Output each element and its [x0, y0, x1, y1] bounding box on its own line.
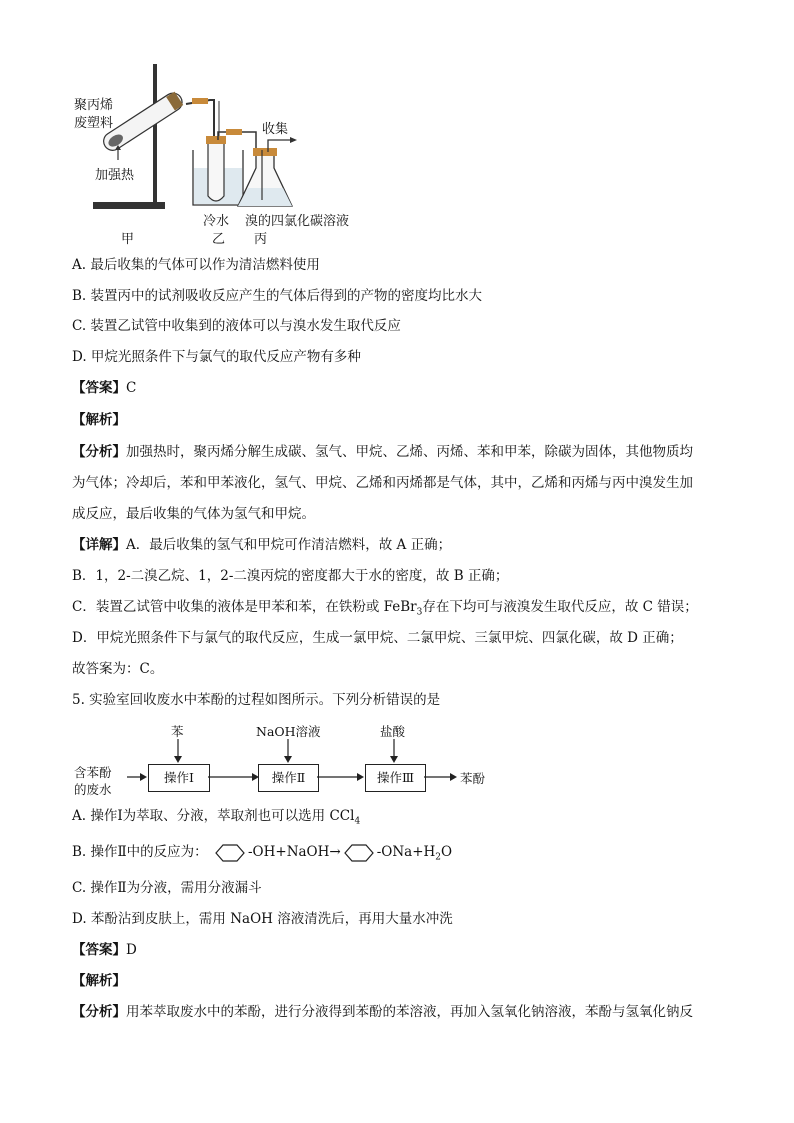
label-bing: 丙	[254, 232, 268, 247]
label-coldwater: 冷水	[203, 214, 230, 229]
q5-option-b	[72, 842, 452, 868]
q4-option-c: C. 装置乙试管中收集到的液体可以与溴水发生取代反应	[72, 318, 401, 334]
flow-input-1: 含苯酚	[74, 765, 112, 780]
q5-opt-a-sub: 4	[354, 816, 361, 827]
detail3-a: C．装置乙试管中收集的液体是甲苯和苯，在铁粉或 FeBr	[72, 599, 417, 615]
q4-detail-line4: D．甲烷光照条件下与氯气的取代反应，生成一氯甲烷、二氯甲烷、三氯甲烷、四氯化碳，故 D 正确；	[72, 630, 683, 646]
answer-tag: 【答案】	[72, 942, 126, 958]
q4-analysis-tag: 【解析】	[72, 412, 126, 428]
q4-fenxi-line2: 为气体；冷却后，苯和甲苯液化，氢气、甲烷、乙烯和丙烯都是气体，其中，乙烯和丙烯与丙中溴发生加	[72, 475, 693, 491]
q5-stem: 5. 实验室回收废水中苯酚的过程如图所示。下列分析错误的是	[72, 692, 441, 708]
flow-op-2: 操作Ⅱ	[258, 764, 319, 792]
q5-option-a	[72, 806, 360, 832]
answer-tag: 【答案】	[72, 380, 126, 396]
q5-opt-b-r1: -OH+NaOH	[247, 844, 330, 860]
answer-value: C	[126, 380, 137, 396]
q5-opt-b-r2: -ONa+H	[376, 844, 436, 860]
q4-detail-line3	[72, 597, 698, 623]
fenxi-tag: 【分析】	[72, 444, 126, 460]
label-collect: 收集	[262, 122, 289, 137]
label-bromine: 溴的四氯化碳溶液	[245, 214, 350, 229]
q5-option-d: D. 苯酚沾到皮肤上，需用 NaOH 溶液清洗后，再用大量水冲洗	[72, 911, 453, 927]
fenxi-tag: 【分析】	[72, 1004, 126, 1020]
q5-opt-b-arrow: →	[329, 844, 341, 860]
benzene-ring-icon	[212, 843, 248, 863]
q4-option-a: A. 最后收集的气体可以作为清洁燃料使用	[72, 257, 320, 273]
label-yi: 乙	[212, 232, 226, 247]
fenxi-text: 用苯萃取废水中的苯酚，进行分液得到苯酚的苯溶液，再加入氢氧化钠溶液，苯酚与氢氧化钠反	[126, 1004, 693, 1020]
detail-tag: 【详解】	[72, 537, 126, 553]
apparatus-diagram	[0, 0, 794, 250]
q5-answer	[72, 940, 137, 960]
q5-opt-b-sub: 2	[435, 852, 442, 863]
label-heat: 加强热	[95, 168, 135, 183]
q5-analysis-tag: 【解析】	[72, 973, 126, 989]
label-jia: 甲	[121, 232, 135, 247]
q4-answer	[72, 378, 136, 398]
q4-option-b: B. 装置丙中的试剂吸收反应产生的气体后得到的产物的密度均比水大	[72, 288, 483, 304]
label-plastic-2: 废塑料	[74, 116, 114, 131]
benzene-ring-icon	[341, 843, 377, 863]
q5-opt-b-r3: O	[441, 844, 453, 860]
q4-conclusion: 故答案为：C。	[72, 661, 164, 677]
q4-option-d: D. 甲烷光照条件下与氯气的取代反应产物有多种	[72, 349, 361, 365]
answer-value: D	[126, 942, 137, 958]
q4-fenxi-line3: 成反应，最后收集的气体为氢气和甲烷。	[72, 506, 315, 522]
detail3-sub: 3	[416, 607, 423, 618]
flow-input-2: 的废水	[74, 782, 112, 797]
flow-reagent-3: 盐酸	[380, 724, 406, 739]
flow-reagent-1: 苯	[171, 724, 184, 739]
flow-reagent-2: NaOH溶液	[256, 724, 321, 739]
q4-detail-line2: B．1，2-二溴乙烷、1，2-二溴丙烷的密度都大于水的密度，故 B 正确；	[72, 568, 509, 584]
detail-text: A．最后收集的氢气和甲烷可作清洁燃料，故 A 正确；	[126, 537, 452, 553]
q4-detail-line1	[72, 535, 451, 555]
q5-opt-a-text: A. 操作Ⅰ为萃取、分液，萃取剂也可以选用 CCl	[72, 808, 355, 824]
q5-opt-b-text: B. 操作Ⅱ中的反应为：	[72, 844, 208, 860]
q5-fenxi-line1	[72, 1002, 693, 1022]
label-plastic-1: 聚丙烯	[74, 98, 114, 113]
flow-op-1: 操作Ⅰ	[148, 764, 210, 792]
fenxi-text: 加强热时，聚丙烯分解生成碳、氢气、甲烷、乙烯、丙烯、苯和甲苯，除碳为固体，其他物质均	[126, 444, 693, 460]
flow-output: 苯酚	[460, 771, 486, 786]
q4-fenxi-line1	[72, 442, 693, 462]
q5-option-c: C. 操作Ⅱ为分液，需用分液漏斗	[72, 880, 262, 896]
flow-op-3: 操作Ⅲ	[365, 764, 426, 792]
detail3-b: 存在下均可与液溴发生取代反应，故 C 错误；	[422, 599, 698, 615]
